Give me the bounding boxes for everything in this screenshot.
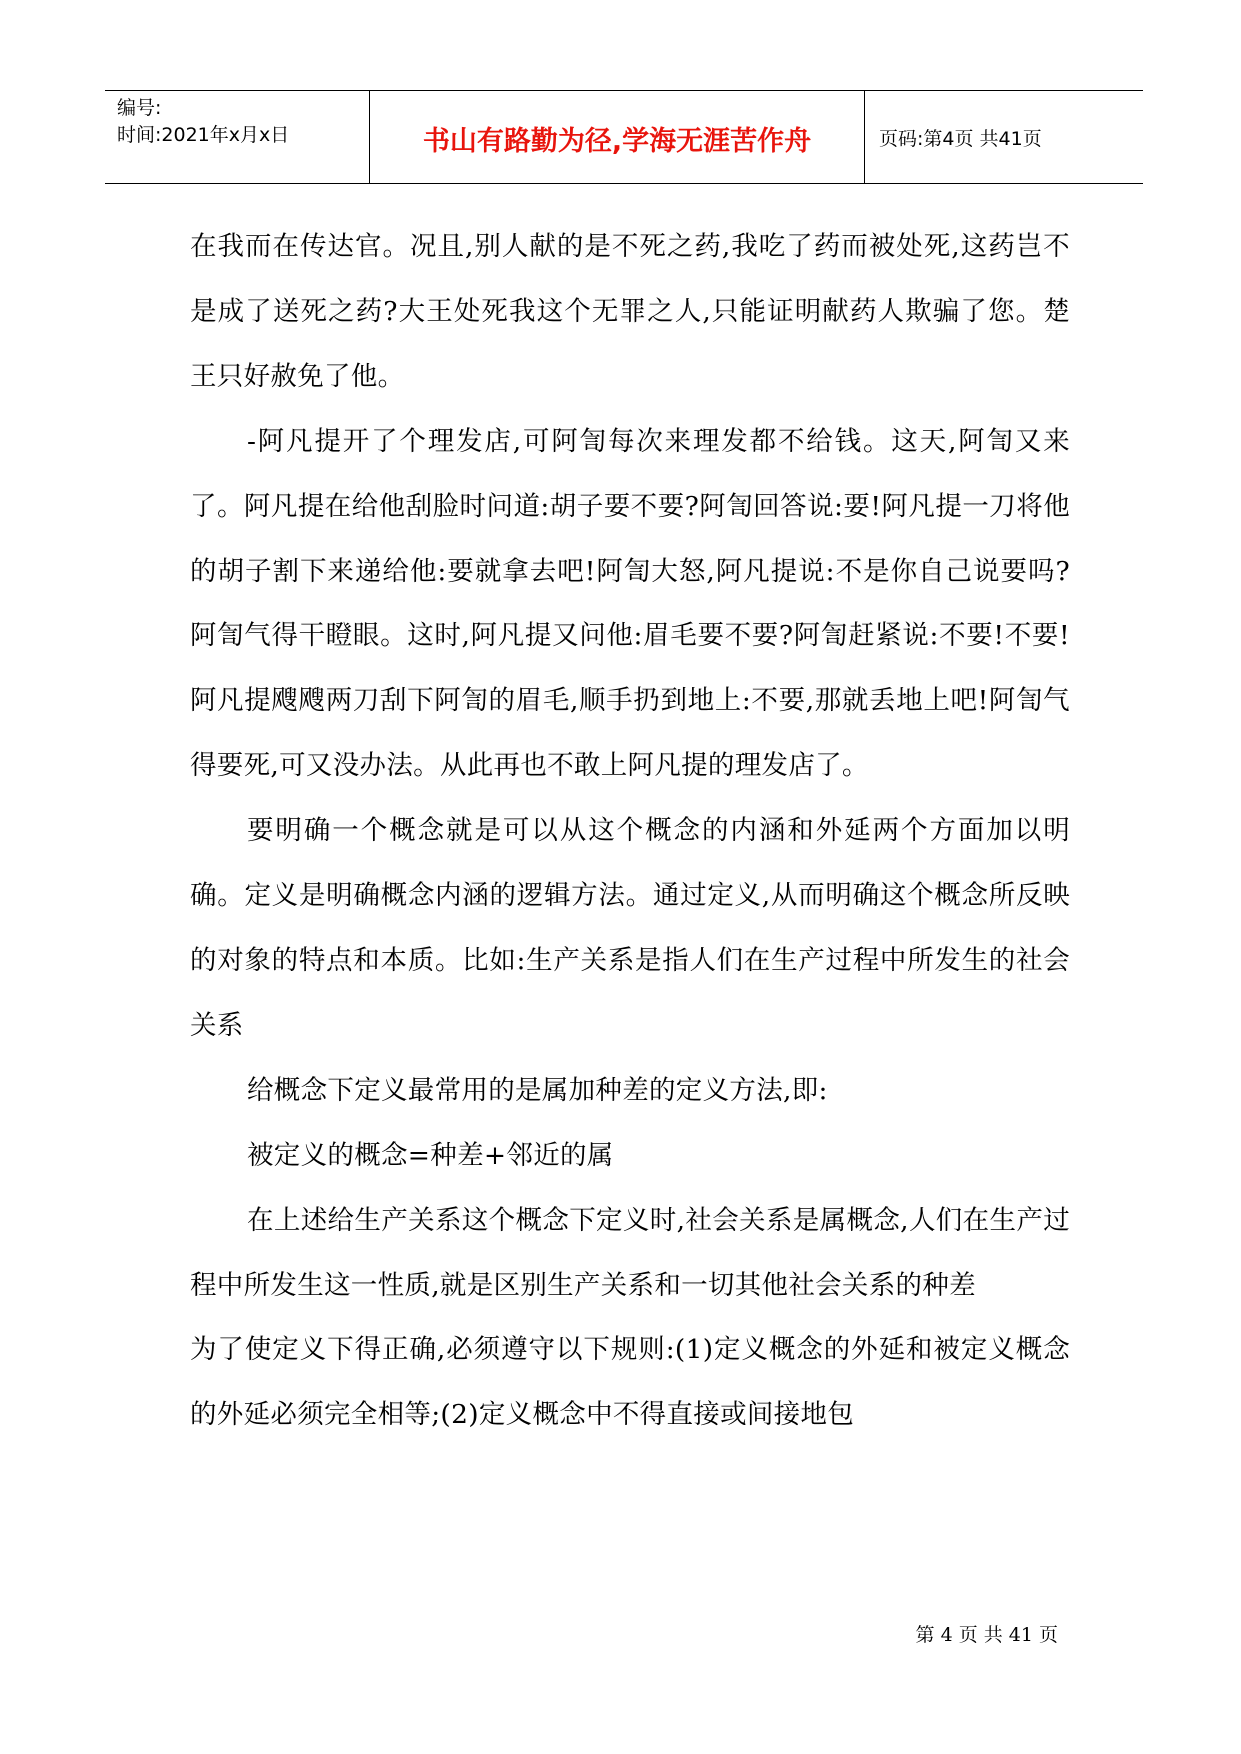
motto-text: 书山有路勤为径,学海无涯苦作舟 xyxy=(422,126,812,157)
paragraph: 给概念下定义最常用的是属加种差的定义方法,即: xyxy=(247,1074,828,1106)
paragraph: -阿凡提开了个理发店,可阿訇每次来理发都不给钱。这天,阿訇又来了。阿凡提在给他刮脸时问道:胡子要不要?阿訇回答说:要!阿凡提一刀将他的胡子割下来递给他:要就拿去吧!阿訇大怒,阿凡提说:不是你自己说要吗?阿訇气得干瞪眼。这时,阿凡提又问他:眉毛要不要?阿訇赶紧说:不要!不要!阿凡提飕飕两刀刮下阿訇的眉毛,顺手扔到地上:不要,那就丢地上吧!阿訇气得要死,可又没办法。从此再也不敢上阿凡提的理发店了。 xyxy=(190,425,1070,782)
header-page-cell xyxy=(865,91,1143,183)
page-info: 页码:第4页 共41页 xyxy=(879,128,1042,150)
paragraph: 要明确一个概念就是可以从这个概念的内涵和外延两个方面加以明确。定义是明确概念内涵的逻辑方法。通过定义,从而明确这个概念所反映的对象的特点和本质。比如:生产关系是指人们在生产过程中所发生的社会关系 xyxy=(190,815,1070,1041)
paragraph: 在上述给生产关系这个概念下定义时,社会关系是属概念,人们在生产过程中所发生这一性质,就是区别生产关系和一切其他社会关系的种差 xyxy=(190,1204,1070,1301)
header-motto-cell xyxy=(370,91,865,183)
document-header xyxy=(105,90,1143,184)
serial-number-label: 编号: xyxy=(117,97,162,119)
date-label: 时间:2021年x月x日 xyxy=(117,124,290,146)
document-body xyxy=(190,215,1070,1448)
page-footer: 第 4 页 共 41 页 xyxy=(915,1624,1058,1646)
paragraph: 被定义的概念=种差+邻近的属 xyxy=(247,1139,614,1171)
header-meta-cell xyxy=(105,91,370,183)
paragraph: 在我而在传达官。况且,别人献的是不死之药,我吃了药而被处死,这药岂不是成了送死之药?大王处死我这个无罪之人,只能证明献药人欺骗了您。楚王只好赦免了他。 xyxy=(190,231,1070,392)
paragraph: 为了使定义下得正确,必须遵守以下规则:(1)定义概念的外延和被定义概念的外延必须完全相等;(2)定义概念中不得直接或间接地包 xyxy=(190,1334,1070,1431)
